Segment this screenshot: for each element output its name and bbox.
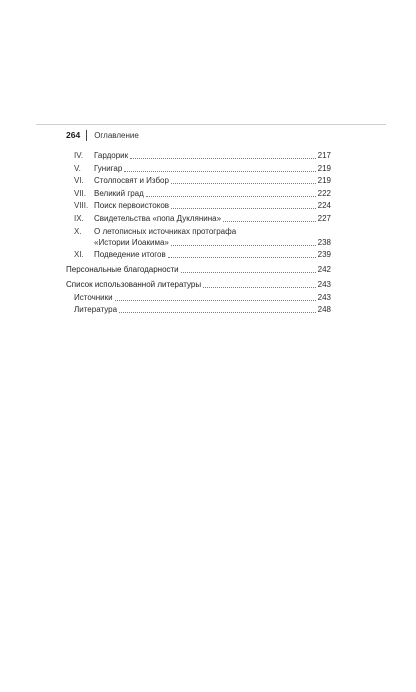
dot-leader	[146, 196, 316, 197]
dot-leader	[181, 272, 316, 273]
page-number: 264	[66, 130, 81, 140]
toc-entry-vi[interactable]	[66, 175, 331, 186]
dot-leader	[171, 183, 316, 184]
toc-entry-viii[interactable]	[66, 200, 331, 211]
toc-entry-page: 248	[317, 305, 331, 315]
header-separator	[86, 130, 87, 141]
toc-entry-number: IX.	[74, 213, 84, 223]
toc-entry-title: Свидетельства «попа Дуклянина»	[94, 213, 222, 223]
toc-entry-number: VII.	[74, 188, 87, 198]
toc-entry-title: Литература	[74, 305, 118, 315]
toc-entry-title: Список использованной литературы	[66, 280, 202, 290]
toc-entry-title-line-2: «Истории Иоакима»	[94, 237, 169, 247]
toc-entry-title: Поиск первоистоков	[94, 201, 170, 211]
toc-entry-ix[interactable]	[66, 213, 331, 224]
toc-entry-title: Гунигар	[94, 163, 123, 173]
toc-entry-literature[interactable]	[66, 304, 331, 315]
running-section-title: Оглавление	[94, 130, 139, 140]
dot-leader	[223, 221, 316, 222]
toc-entry-bibliography[interactable]	[66, 279, 331, 290]
toc-entry-number: VIII.	[74, 201, 89, 211]
toc-entry-number: X.	[74, 226, 82, 236]
toc-entry-page: 222	[317, 188, 331, 198]
toc-entry-page: 219	[317, 176, 331, 186]
toc-entry-page: 227	[317, 213, 331, 223]
toc-entry-vii[interactable]	[66, 188, 331, 199]
toc-entry-page: 217	[317, 151, 331, 160]
toc-entry-title: Персональные благодарности	[66, 265, 179, 275]
toc-entry-number: XI.	[74, 250, 84, 260]
dot-leader	[115, 300, 316, 301]
toc-entry-title: Подведение итогов	[94, 250, 166, 260]
toc-entry-page: 239	[317, 250, 331, 260]
toc-entry-page: 219	[317, 163, 331, 173]
toc-entry-iv[interactable]	[66, 150, 331, 161]
toc-entry-title: Источники	[74, 292, 113, 302]
toc-entry-number: V.	[74, 163, 81, 173]
toc-entry-page: 243	[317, 280, 331, 290]
table-of-contents	[66, 150, 331, 317]
toc-entry-title: Великий град	[94, 188, 144, 198]
toc-entry-page: 224	[317, 201, 331, 211]
dot-leader	[124, 171, 315, 172]
toc-entry-sources[interactable]	[66, 292, 331, 303]
running-head	[66, 128, 139, 142]
toc-entry-page: 242	[317, 265, 331, 275]
toc-entry-page: 238	[317, 237, 331, 247]
toc-entry-number: IV.	[74, 151, 84, 160]
toc-entry-acknowledgements[interactable]	[66, 264, 331, 275]
dot-leader	[130, 158, 316, 159]
toc-entry-number: VI.	[74, 176, 84, 186]
dot-leader	[168, 257, 316, 258]
toc-entry-xi[interactable]	[66, 249, 331, 260]
toc-entry-title: Гардорик	[94, 151, 129, 160]
dot-leader	[119, 312, 316, 313]
header-rule	[36, 124, 386, 125]
toc-entry-title: Столпосвят и Избор	[94, 176, 169, 186]
toc-entry-v[interactable]	[66, 163, 331, 174]
toc-entry-title-line-1: О летописных источниках протографа	[94, 226, 237, 236]
dot-leader	[203, 287, 316, 288]
toc-entry-page: 243	[317, 292, 331, 302]
toc-entry-x[interactable]	[66, 226, 331, 248]
dot-leader	[171, 245, 316, 246]
dot-leader	[171, 208, 316, 209]
